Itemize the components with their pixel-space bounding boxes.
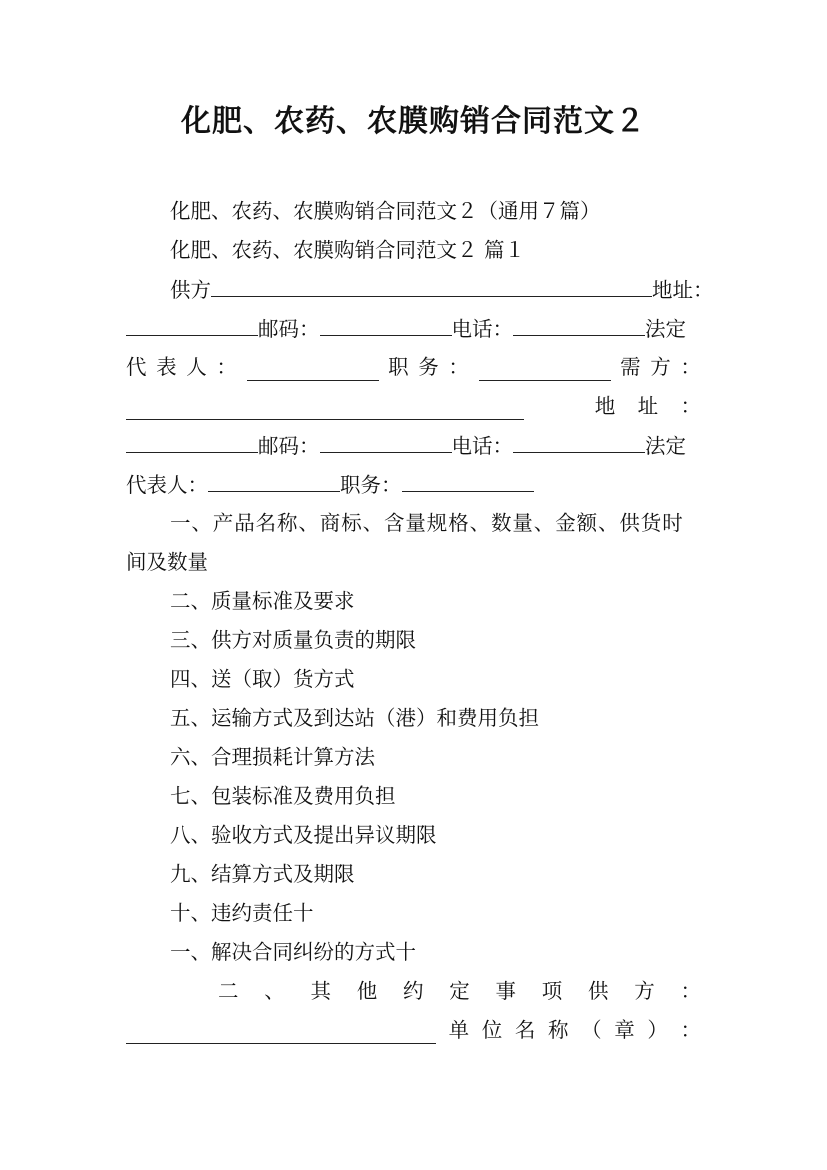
unit-name-char: ） xyxy=(647,1018,668,1042)
position-char: 务 xyxy=(418,355,439,379)
buyer-name-line xyxy=(126,387,701,426)
clause-char: 、 xyxy=(264,979,285,1003)
document-title: 化肥、农药、农膜购销合同范文２ xyxy=(181,104,646,139)
clause-item: 三、供方对质量负责的期限 xyxy=(170,628,416,652)
clause-char: 事 xyxy=(495,979,516,1003)
phone-label: 电话： xyxy=(451,434,513,458)
position-char: ： xyxy=(448,355,469,379)
buyer-name-blank[interactable] xyxy=(126,393,524,420)
position-label: 职务： xyxy=(340,473,402,497)
buyer-contact-line xyxy=(126,426,701,465)
clause-item: 二、质量标准及要求 xyxy=(170,589,355,613)
supplier-name-blank[interactable] xyxy=(211,270,652,297)
clause-char: ： xyxy=(680,979,701,1003)
legal-rep-char: 代 xyxy=(126,355,147,379)
unit-name-char: 位 xyxy=(481,1018,503,1042)
buyer-phone-blank[interactable] xyxy=(513,426,645,453)
postcode-label: 邮码： xyxy=(258,317,320,341)
supplier-rep-line xyxy=(126,348,701,387)
legal-rep-char: 表 xyxy=(156,355,177,379)
supplier-line xyxy=(170,270,714,309)
clause-item: 四、送（取）货方式 xyxy=(170,667,355,691)
unit-name-blank[interactable] xyxy=(126,1017,436,1044)
buyer-char: 方 xyxy=(650,355,671,379)
buyer-legal-rep-blank[interactable] xyxy=(208,465,340,492)
clause-item-twelve xyxy=(218,972,701,1011)
clause-char: 其 xyxy=(310,979,331,1003)
legal-rep-label-b: 代表人： xyxy=(126,473,208,497)
buyer-rep-line xyxy=(126,465,701,504)
clause-char: 约 xyxy=(403,979,424,1003)
postcode-blank[interactable] xyxy=(320,309,452,336)
buyer-char: 需 xyxy=(620,355,641,379)
position-blank[interactable] xyxy=(479,354,611,381)
legal-rep-char: 人 xyxy=(186,355,207,379)
address-char: 址 xyxy=(637,394,659,418)
position-char: 职 xyxy=(388,355,409,379)
buyer-char: ： xyxy=(680,355,701,379)
buyer-address-blank[interactable] xyxy=(126,426,258,453)
clause-item: 十、违约责任十 xyxy=(170,901,314,925)
clause-item: 八、验收方式及提出异议期限 xyxy=(170,823,437,847)
unit-name-char: 单 xyxy=(448,1018,470,1042)
postcode-label: 邮码： xyxy=(258,434,320,458)
clause-item-continued: 间及数量 xyxy=(126,550,208,574)
clause-item: 一、产品名称、商标、含量规格、数量、金额、供货时 xyxy=(170,511,684,535)
unit-name-char: 章 xyxy=(614,1018,635,1042)
clause-char: 方 xyxy=(634,979,655,1003)
address-label: 地址： xyxy=(652,278,714,302)
unit-name-char: （ xyxy=(581,1018,602,1042)
legal-rep-blank[interactable] xyxy=(247,354,379,381)
clause-item: 九、结算方式及期限 xyxy=(170,862,355,886)
legal-rep-label-a: 法定 xyxy=(645,434,686,458)
legal-rep-label-a: 法定 xyxy=(645,317,686,341)
clause-item: 七、包装标准及费用负担 xyxy=(170,784,396,808)
address-char: ： xyxy=(680,394,701,418)
supplier-contact-line xyxy=(126,309,701,348)
buyer-position-blank[interactable] xyxy=(402,465,534,492)
address-char: 地 xyxy=(594,394,616,418)
phone-blank[interactable] xyxy=(513,309,645,336)
clause-char: 他 xyxy=(356,979,378,1003)
phone-label: 电话： xyxy=(451,317,513,341)
address-blank[interactable] xyxy=(126,309,258,336)
piece-heading: 化肥、农药、农膜购销合同范文２ 篇１ xyxy=(170,238,526,262)
unit-name-char: 名 xyxy=(514,1018,536,1042)
unit-name-line xyxy=(126,1011,701,1050)
clause-char: 项 xyxy=(541,979,563,1003)
clause-char: 定 xyxy=(449,979,470,1003)
clause-item: 六、合理损耗计算方法 xyxy=(170,745,375,769)
unit-name-char: 称 xyxy=(548,1018,569,1042)
subtitle: 化肥、农药、农膜购销合同范文２（通用７篇） xyxy=(170,199,601,223)
clause-item: 一、解决合同纠纷的方式十 xyxy=(170,940,416,964)
clause-char: 二 xyxy=(218,979,239,1003)
clause-char: 供 xyxy=(588,979,609,1003)
clause-item: 五、运输方式及到达站（港）和费用负担 xyxy=(170,706,539,730)
legal-rep-char: ： xyxy=(216,355,237,379)
supplier-label: 供方 xyxy=(170,278,211,302)
buyer-postcode-blank[interactable] xyxy=(320,426,452,453)
unit-name-char: ： xyxy=(680,1018,701,1042)
